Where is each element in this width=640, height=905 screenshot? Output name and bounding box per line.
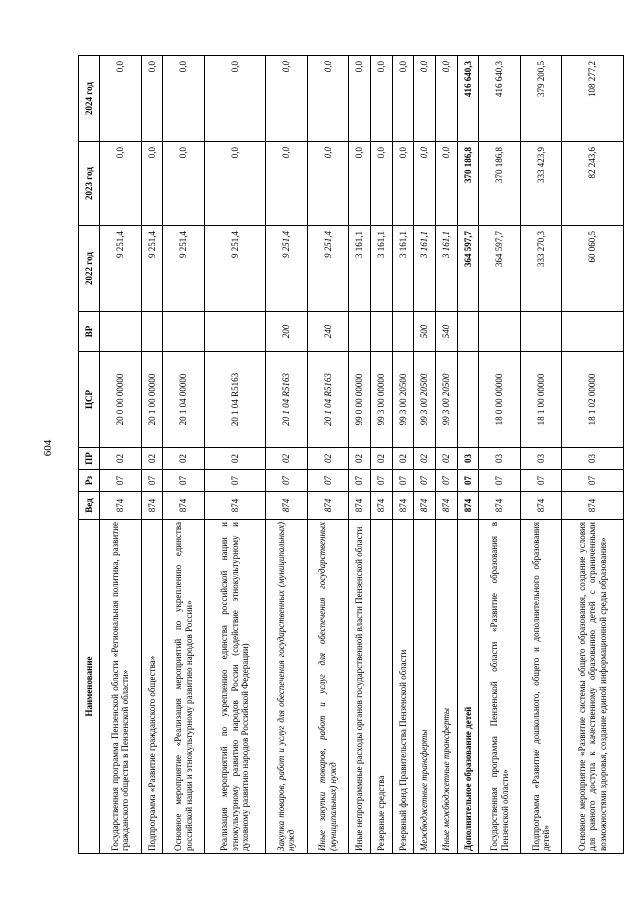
row-rz: 07 bbox=[520, 470, 562, 492]
table-row bbox=[392, 56, 414, 854]
row-pr: 03 bbox=[457, 448, 479, 470]
row-2024: 0,0 bbox=[370, 56, 392, 142]
table-row bbox=[349, 56, 371, 854]
row-csr: 20 0 00 00000 bbox=[100, 352, 142, 448]
row-2022: 364 597,7 bbox=[457, 226, 479, 312]
row-rz: 07 bbox=[266, 470, 308, 492]
row-pr: 02 bbox=[204, 448, 265, 470]
row-pr: 03 bbox=[479, 448, 521, 470]
table-body bbox=[100, 56, 624, 854]
row-2024: 0,0 bbox=[392, 56, 414, 142]
row-ved: 874 bbox=[141, 492, 163, 520]
row-csr: 18 1 00 00000 bbox=[520, 352, 562, 448]
row-2024: 0,0 bbox=[414, 56, 436, 142]
row-2022: 3 161,1 bbox=[392, 226, 414, 312]
row-2024: 0,0 bbox=[100, 56, 142, 142]
table-header-row bbox=[79, 56, 100, 854]
row-2024: 0,0 bbox=[163, 56, 205, 142]
row-vr bbox=[349, 312, 371, 352]
table-row bbox=[436, 56, 458, 854]
row-name: Резервный фонд Правительства Пензенской области bbox=[392, 520, 414, 854]
row-pr: 02 bbox=[349, 448, 371, 470]
row-2023: 0,0 bbox=[414, 142, 436, 226]
row-csr: 20 1 04 00000 bbox=[163, 352, 205, 448]
row-vr bbox=[562, 312, 624, 352]
row-ved: 874 bbox=[436, 492, 458, 520]
row-2022: 9 251,4 bbox=[100, 226, 142, 312]
row-name: Государственная программа Пензенской области «Развитие образования в Пензенской области» bbox=[479, 520, 521, 854]
row-2022: 3 161,1 bbox=[436, 226, 458, 312]
row-rz: 07 bbox=[436, 470, 458, 492]
row-rz: 07 bbox=[562, 470, 624, 492]
row-vr bbox=[100, 312, 142, 352]
header-csr: ЦСР bbox=[79, 352, 100, 448]
row-2023: 0,0 bbox=[163, 142, 205, 226]
rotated-table-container bbox=[78, 56, 624, 854]
row-csr: 99 3 00 20500 bbox=[414, 352, 436, 448]
row-rz: 07 bbox=[100, 470, 142, 492]
row-ved: 874 bbox=[414, 492, 436, 520]
header-vr: ВР bbox=[79, 312, 100, 352]
row-vr bbox=[392, 312, 414, 352]
row-2022: 9 251,4 bbox=[163, 226, 205, 312]
row-ved: 874 bbox=[163, 492, 205, 520]
row-2024: 0,0 bbox=[266, 56, 308, 142]
table-row bbox=[163, 56, 205, 854]
row-vr bbox=[204, 312, 265, 352]
row-2024: 0,0 bbox=[436, 56, 458, 142]
header-rz: Рз bbox=[79, 470, 100, 492]
row-2023: 0,0 bbox=[307, 142, 349, 226]
row-name: Основное мероприятие «Развитие системы общего образования, создание условия для равного доступа к качественному образованию детей с ограниченными возможностями здоровья, создание единой информационной среды образования» bbox=[562, 520, 624, 854]
row-pr: 02 bbox=[436, 448, 458, 470]
row-ved: 874 bbox=[307, 492, 349, 520]
row-rz: 07 bbox=[307, 470, 349, 492]
row-csr: 20 1 04 R5163 bbox=[204, 352, 265, 448]
page-number: 604 bbox=[42, 439, 54, 457]
row-2024: 416 640,3 bbox=[457, 56, 479, 142]
table-row bbox=[307, 56, 349, 854]
row-name: Подпрограмма «Развитие гражданского общества» bbox=[141, 520, 163, 854]
header-name: Наименование bbox=[79, 520, 100, 854]
row-2023: 0,0 bbox=[349, 142, 371, 226]
row-pr: 02 bbox=[100, 448, 142, 470]
table-row bbox=[479, 56, 521, 854]
row-vr: 240 bbox=[307, 312, 349, 352]
table-row bbox=[100, 56, 142, 854]
row-name: Иные межбюджетные трансферты bbox=[436, 520, 458, 854]
row-2022: 60 060,5 bbox=[562, 226, 624, 312]
row-name: Подпрограмма «Развитие дошкольного, общего и дополнительного образования детей» bbox=[520, 520, 562, 854]
row-pr: 02 bbox=[414, 448, 436, 470]
row-2024: 0,0 bbox=[204, 56, 265, 142]
row-ved: 874 bbox=[479, 492, 521, 520]
row-2023: 0,0 bbox=[266, 142, 308, 226]
row-vr: 200 bbox=[266, 312, 308, 352]
row-2023: 0,0 bbox=[141, 142, 163, 226]
row-2023: 0,0 bbox=[436, 142, 458, 226]
row-csr bbox=[457, 352, 479, 448]
row-name: Закупка товаров, работ и услуг для обеспечения государственных (муниципальных) нужд bbox=[266, 520, 308, 854]
row-2023: 0,0 bbox=[100, 142, 142, 226]
row-csr: 20 1 04 R5163 bbox=[307, 352, 349, 448]
row-csr: 99 0 00 00000 bbox=[349, 352, 371, 448]
row-csr: 99 3 00 20500 bbox=[392, 352, 414, 448]
row-2023: 333 423,9 bbox=[520, 142, 562, 226]
row-pr: 02 bbox=[163, 448, 205, 470]
row-2022: 9 251,4 bbox=[141, 226, 163, 312]
row-name: Иные закупки товаров, работ и услуг для обеспечения государственных (муниципальных) нужд bbox=[307, 520, 349, 854]
row-pr: 02 bbox=[370, 448, 392, 470]
row-rz: 07 bbox=[457, 470, 479, 492]
row-ved: 874 bbox=[204, 492, 265, 520]
row-vr bbox=[457, 312, 479, 352]
header-2023: 2023 год bbox=[79, 142, 100, 226]
row-csr: 18 0 00 00000 bbox=[479, 352, 521, 448]
row-rz: 07 bbox=[370, 470, 392, 492]
row-2022: 3 161,1 bbox=[370, 226, 392, 312]
row-vr bbox=[163, 312, 205, 352]
row-ved: 874 bbox=[392, 492, 414, 520]
table-row bbox=[370, 56, 392, 854]
row-ved: 874 bbox=[562, 492, 624, 520]
header-2022: 2022 год bbox=[79, 226, 100, 312]
row-2023: 0,0 bbox=[392, 142, 414, 226]
row-rz: 07 bbox=[479, 470, 521, 492]
row-name: Иные непрограммные расходы органов государственной власти Пензенской области bbox=[349, 520, 371, 854]
row-vr bbox=[479, 312, 521, 352]
table-row bbox=[520, 56, 562, 854]
row-2023: 0,0 bbox=[370, 142, 392, 226]
row-2023: 370 186,8 bbox=[479, 142, 521, 226]
header-2024: 2024 год bbox=[79, 56, 100, 142]
table-row bbox=[414, 56, 436, 854]
table-row bbox=[141, 56, 163, 854]
row-2022: 9 251,4 bbox=[204, 226, 265, 312]
row-pr: 02 bbox=[307, 448, 349, 470]
table-row bbox=[457, 56, 479, 854]
row-2022: 364 597,7 bbox=[479, 226, 521, 312]
budget-table bbox=[78, 55, 624, 854]
header-ved: Вед bbox=[79, 492, 100, 520]
row-2022: 3 161,1 bbox=[349, 226, 371, 312]
row-vr: 500 bbox=[414, 312, 436, 352]
row-pr: 03 bbox=[520, 448, 562, 470]
row-2024: 379 200,5 bbox=[520, 56, 562, 142]
row-rz: 07 bbox=[392, 470, 414, 492]
header-pr: ПР bbox=[79, 448, 100, 470]
row-2023: 0,0 bbox=[204, 142, 265, 226]
row-ved: 874 bbox=[100, 492, 142, 520]
row-csr: 20 1 00 00000 bbox=[141, 352, 163, 448]
row-csr: 99 3 00 20500 bbox=[436, 352, 458, 448]
row-vr bbox=[141, 312, 163, 352]
row-name: Реализация мероприятий по укреплению единства российской нации и этнокультурному развитию народов России (содействие этнокультурному и духовному развитию народов Российской Федерации) bbox=[204, 520, 265, 854]
row-2023: 82 243,6 bbox=[562, 142, 624, 226]
row-2024: 0,0 bbox=[141, 56, 163, 142]
row-2024: 0,0 bbox=[307, 56, 349, 142]
row-pr: 02 bbox=[266, 448, 308, 470]
row-2024: 0,0 bbox=[349, 56, 371, 142]
table-row bbox=[562, 56, 624, 854]
row-pr: 02 bbox=[141, 448, 163, 470]
row-name: Государственная программа Пензенской области «Региональная политика, развитие гражданского общества в Пензенской области» bbox=[100, 520, 142, 854]
row-name: Основное мероприятие «Реализация мероприятий по укреплению единства российской нации и этнокультурному развитию народов России» bbox=[163, 520, 205, 854]
row-ved: 874 bbox=[457, 492, 479, 520]
row-rz: 07 bbox=[141, 470, 163, 492]
row-vr: 540 bbox=[436, 312, 458, 352]
row-2022: 333 270,3 bbox=[520, 226, 562, 312]
row-vr bbox=[520, 312, 562, 352]
row-ved: 874 bbox=[349, 492, 371, 520]
row-ved: 874 bbox=[266, 492, 308, 520]
row-rz: 07 bbox=[349, 470, 371, 492]
row-ved: 874 bbox=[520, 492, 562, 520]
row-2024: 108 277,2 bbox=[562, 56, 624, 142]
row-csr: 99 3 00 00000 bbox=[370, 352, 392, 448]
row-pr: 03 bbox=[562, 448, 624, 470]
row-rz: 07 bbox=[204, 470, 265, 492]
row-rz: 07 bbox=[414, 470, 436, 492]
row-2022: 9 251,4 bbox=[307, 226, 349, 312]
row-2022: 9 251,4 bbox=[266, 226, 308, 312]
row-rz: 07 bbox=[163, 470, 205, 492]
row-csr: 18 1 02 00000 bbox=[562, 352, 624, 448]
table-row bbox=[266, 56, 308, 854]
row-pr: 02 bbox=[392, 448, 414, 470]
table-row bbox=[204, 56, 265, 854]
row-ved: 874 bbox=[370, 492, 392, 520]
row-2022: 3 161,1 bbox=[414, 226, 436, 312]
row-vr bbox=[370, 312, 392, 352]
row-name: Межбюджетные трансферты bbox=[414, 520, 436, 854]
row-name: Дополнительное образование детей bbox=[457, 520, 479, 854]
row-csr: 20 1 04 R5163 bbox=[266, 352, 308, 448]
row-name: Резервные средства bbox=[370, 520, 392, 854]
row-2024: 416 640,3 bbox=[479, 56, 521, 142]
row-2023: 370 186,8 bbox=[457, 142, 479, 226]
